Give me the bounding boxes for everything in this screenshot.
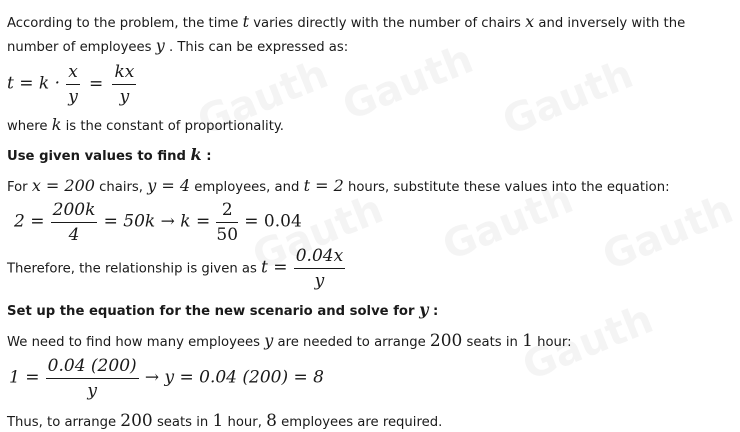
fraction: $\frac{2}{50}$ xyxy=(216,200,239,245)
given-values-line: For x = 200 chairs, y = 4 employees, and t = 2 hours, substitute these values into the equation: xyxy=(7,176,670,195)
intro-line-1: According to the problem, the time t varies directly with the number of chairs x and inversely with the xyxy=(7,12,686,31)
fraction: $\frac{kx}{y}$ xyxy=(114,62,135,107)
equation-solve-k: 2 = $\frac{200k}{4}$ = 50k → k = $\frac{2}{50}$ = 0.04 xyxy=(14,200,302,245)
section-heading-find-k: Use given values to find k : xyxy=(7,145,212,164)
fraction: $\frac{x}{y}$ xyxy=(68,62,78,107)
watermark xyxy=(336,36,479,130)
var-t: t xyxy=(242,12,249,31)
watermark xyxy=(496,51,639,145)
section-heading-solve-y: Set up the equation for the new scenario and solve for y : xyxy=(7,300,439,319)
fraction: $\frac{200k}{4}$ xyxy=(52,200,96,245)
fraction: $\frac{0.04 (200)}{y}$ xyxy=(47,356,137,401)
scenario-line: We need to find how many employees y are needed to arrange 200 seats in 1 hour: xyxy=(7,331,572,351)
intro-line-2: number of employees y . This can be expressed as: xyxy=(7,36,349,55)
conclusion-line: Thus, to arrange 200 seats in 1 hour, 8 employees are required. xyxy=(7,411,443,431)
var-y: y xyxy=(155,36,165,55)
equation-solve-y: 1 = $\frac{0.04 (200)}{y}$ → y = 0.04 (200) = 8 xyxy=(9,356,324,401)
where-line: where k is the constant of proportionality. xyxy=(7,115,284,134)
fraction: $\frac{0.04x}{y}$ xyxy=(295,246,344,291)
watermark xyxy=(596,186,739,280)
var-x: x xyxy=(525,12,535,31)
equation-proportionality: t = k · $\frac{x}{y}$ = $\frac{kx}{y}$ xyxy=(7,62,135,107)
relationship-line: Therefore, the relationship is given as t = $\frac{0.04x}{y}$ xyxy=(7,246,344,291)
